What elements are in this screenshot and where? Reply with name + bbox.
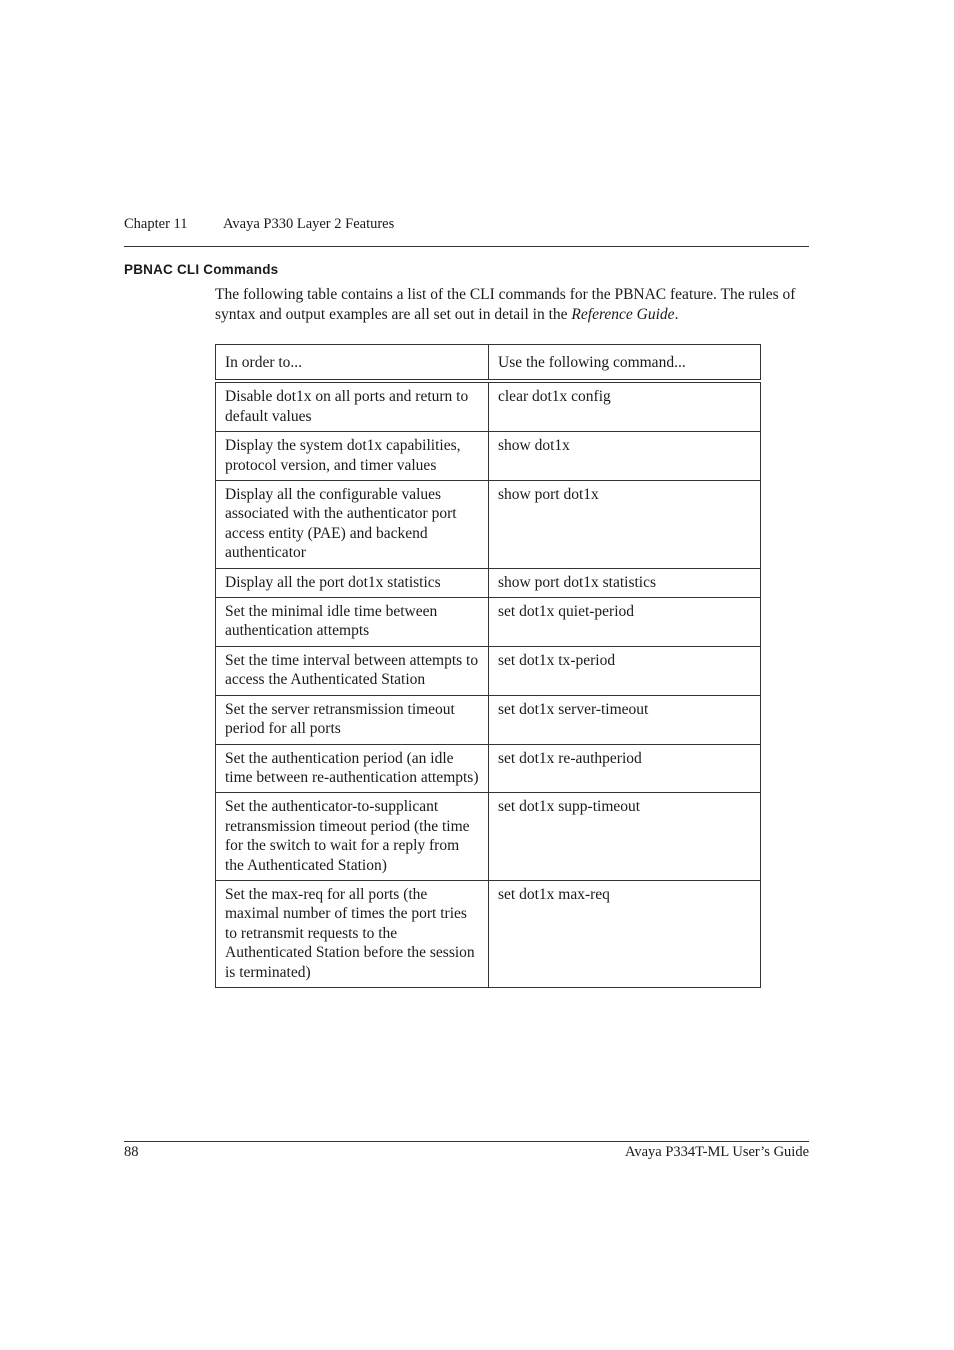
table-row — [216, 432, 761, 481]
table-row — [216, 598, 761, 647]
cli-commands-table — [215, 344, 761, 988]
table-row — [216, 880, 761, 987]
command-cell: set dot1x server-timeout — [489, 695, 761, 744]
task-cell: Set the authentication period (an idle time between re-authentication attempts) — [216, 744, 489, 793]
table-row — [216, 381, 761, 431]
chapter-label: Chapter 11 — [124, 216, 188, 232]
task-cell: Display all the configurable values associated with the authenticator port access entity (PAE) and backend authenticator — [216, 481, 489, 569]
task-cell: Disable dot1x on all ports and return to default values — [216, 381, 489, 431]
table-row — [216, 793, 761, 881]
intro-text: The following table contains a list of the CLI commands for the PBNAC feature. The rules of syntax and output examples are all set out in detail in the — [215, 286, 796, 323]
table-row — [216, 744, 761, 793]
table-row — [216, 568, 761, 597]
column-header-command: Use the following command... — [489, 345, 761, 382]
section-title: PBNAC CLI Commands — [124, 262, 279, 277]
command-cell: show port dot1x — [489, 481, 761, 569]
running-header — [124, 216, 394, 233]
task-cell: Set the minimal idle time between authentication attempts — [216, 598, 489, 647]
intro-end: . — [674, 305, 679, 323]
footer-rule — [124, 1141, 809, 1142]
column-header-task: In order to... — [216, 345, 489, 382]
header-rule — [124, 246, 809, 247]
command-cell: set dot1x quiet-period — [489, 598, 761, 647]
command-cell: set dot1x max-req — [489, 880, 761, 987]
task-cell: Set the server retransmission timeout period for all ports — [216, 695, 489, 744]
table-row — [216, 646, 761, 695]
page-number: 88 — [124, 1144, 139, 1160]
table-row — [216, 481, 761, 569]
task-cell: Display the system dot1x capabilities, protocol version, and timer values — [216, 432, 489, 481]
command-cell: set dot1x supp-timeout — [489, 793, 761, 881]
command-cell: show port dot1x statistics — [489, 568, 761, 597]
command-cell: set dot1x re-authperiod — [489, 744, 761, 793]
guide-title: Avaya P334T-ML User’s Guide — [624, 1144, 809, 1160]
command-cell: clear dot1x config — [489, 381, 761, 431]
task-cell: Display all the port dot1x statistics — [216, 568, 489, 597]
task-cell: Set the time interval between attempts to access the Authenticated Station — [216, 646, 489, 695]
command-cell: set dot1x tx-period — [489, 646, 761, 695]
task-cell: Set the authenticator-to-supplicant retransmission timeout period (the time for the switch to wait for a reply from the Authenticated Station) — [216, 793, 489, 881]
command-cell: show dot1x — [489, 432, 761, 481]
table-header-row — [216, 345, 761, 382]
reference-guide-emphasis: Reference Guide — [571, 305, 675, 323]
chapter-title: Avaya P330 Layer 2 Features — [223, 216, 395, 232]
table-row — [216, 695, 761, 744]
task-cell: Set the max-req for all ports (the maximal number of times the port tries to retransmit requests to the Authenticated Station before the session is terminated) — [216, 880, 489, 987]
intro-paragraph — [215, 285, 811, 324]
